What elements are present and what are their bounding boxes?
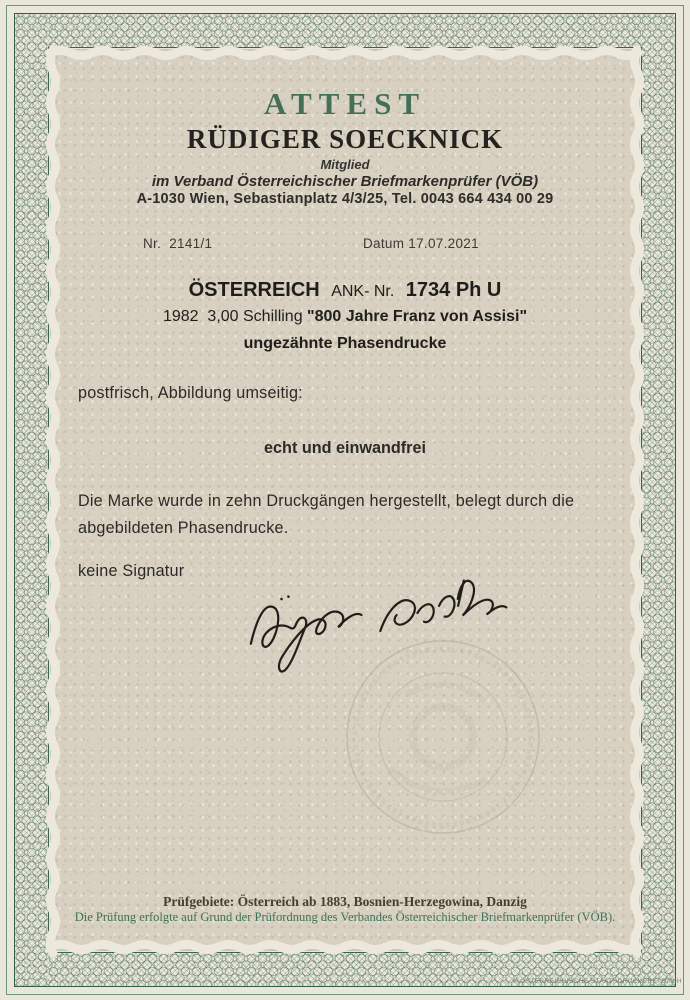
membership-line: Mitglied (320, 157, 370, 172)
condition-line: postfrisch, Abbildung umseitig: (78, 384, 303, 402)
item-country: ÖSTERREICH (188, 279, 320, 301)
item-issue-title: "800 Jahre Franz von Assisi" (307, 308, 528, 325)
certificate-number: Nr. 2141/1 (143, 236, 213, 251)
certificate-date: Datum 17.07.2021 (363, 236, 479, 251)
explanation-paragraph (78, 488, 574, 541)
footer-expertise-areas: Prüfgebiete: Österreich ab 1883, Bosnien-Herzegowina, Danzig (163, 894, 527, 909)
explanation-line-1: Die Marke wurde in zehn Druckgängen hergestellt, belegt durch die (78, 492, 575, 510)
association-line: im Verband Österreichischer Briefmarkenprüfer (VÖB) (151, 173, 539, 190)
verdict-line: echt und einwandfrei (264, 439, 426, 457)
item-heading (50, 279, 640, 302)
certificate-title: ATTEST (263, 86, 427, 121)
signature-note: keine Signatur (78, 562, 185, 580)
item-year-value: 1982 3,00 Schilling (162, 308, 308, 325)
address-line: A-1030 Wien, Sebastianplatz 4/3/25, Tel. 0043 664 434 00 29 (136, 191, 554, 207)
item-catalog-label: ANK- Nr. (331, 283, 395, 300)
item-catalog-number: 1734 Ph U (405, 279, 502, 301)
explanation-line-2: abgebildeten Phasendrucke. (78, 518, 289, 537)
expert-name: RÜDIGER SOECKNICK (186, 124, 504, 154)
item-subheading (50, 308, 640, 326)
footer-legal-line: Die Prüfung erfolgte auf Grund der Prüfordnung des Verbandes Österreichischer Briefmarkenprüfer (VÖB). (74, 910, 616, 924)
printer-credit: © ÖSTERREICHISCHE STAATSDRUCKEREI GmbH (512, 978, 682, 985)
item-variant: ungezähnte Phasendrucke (243, 335, 447, 352)
